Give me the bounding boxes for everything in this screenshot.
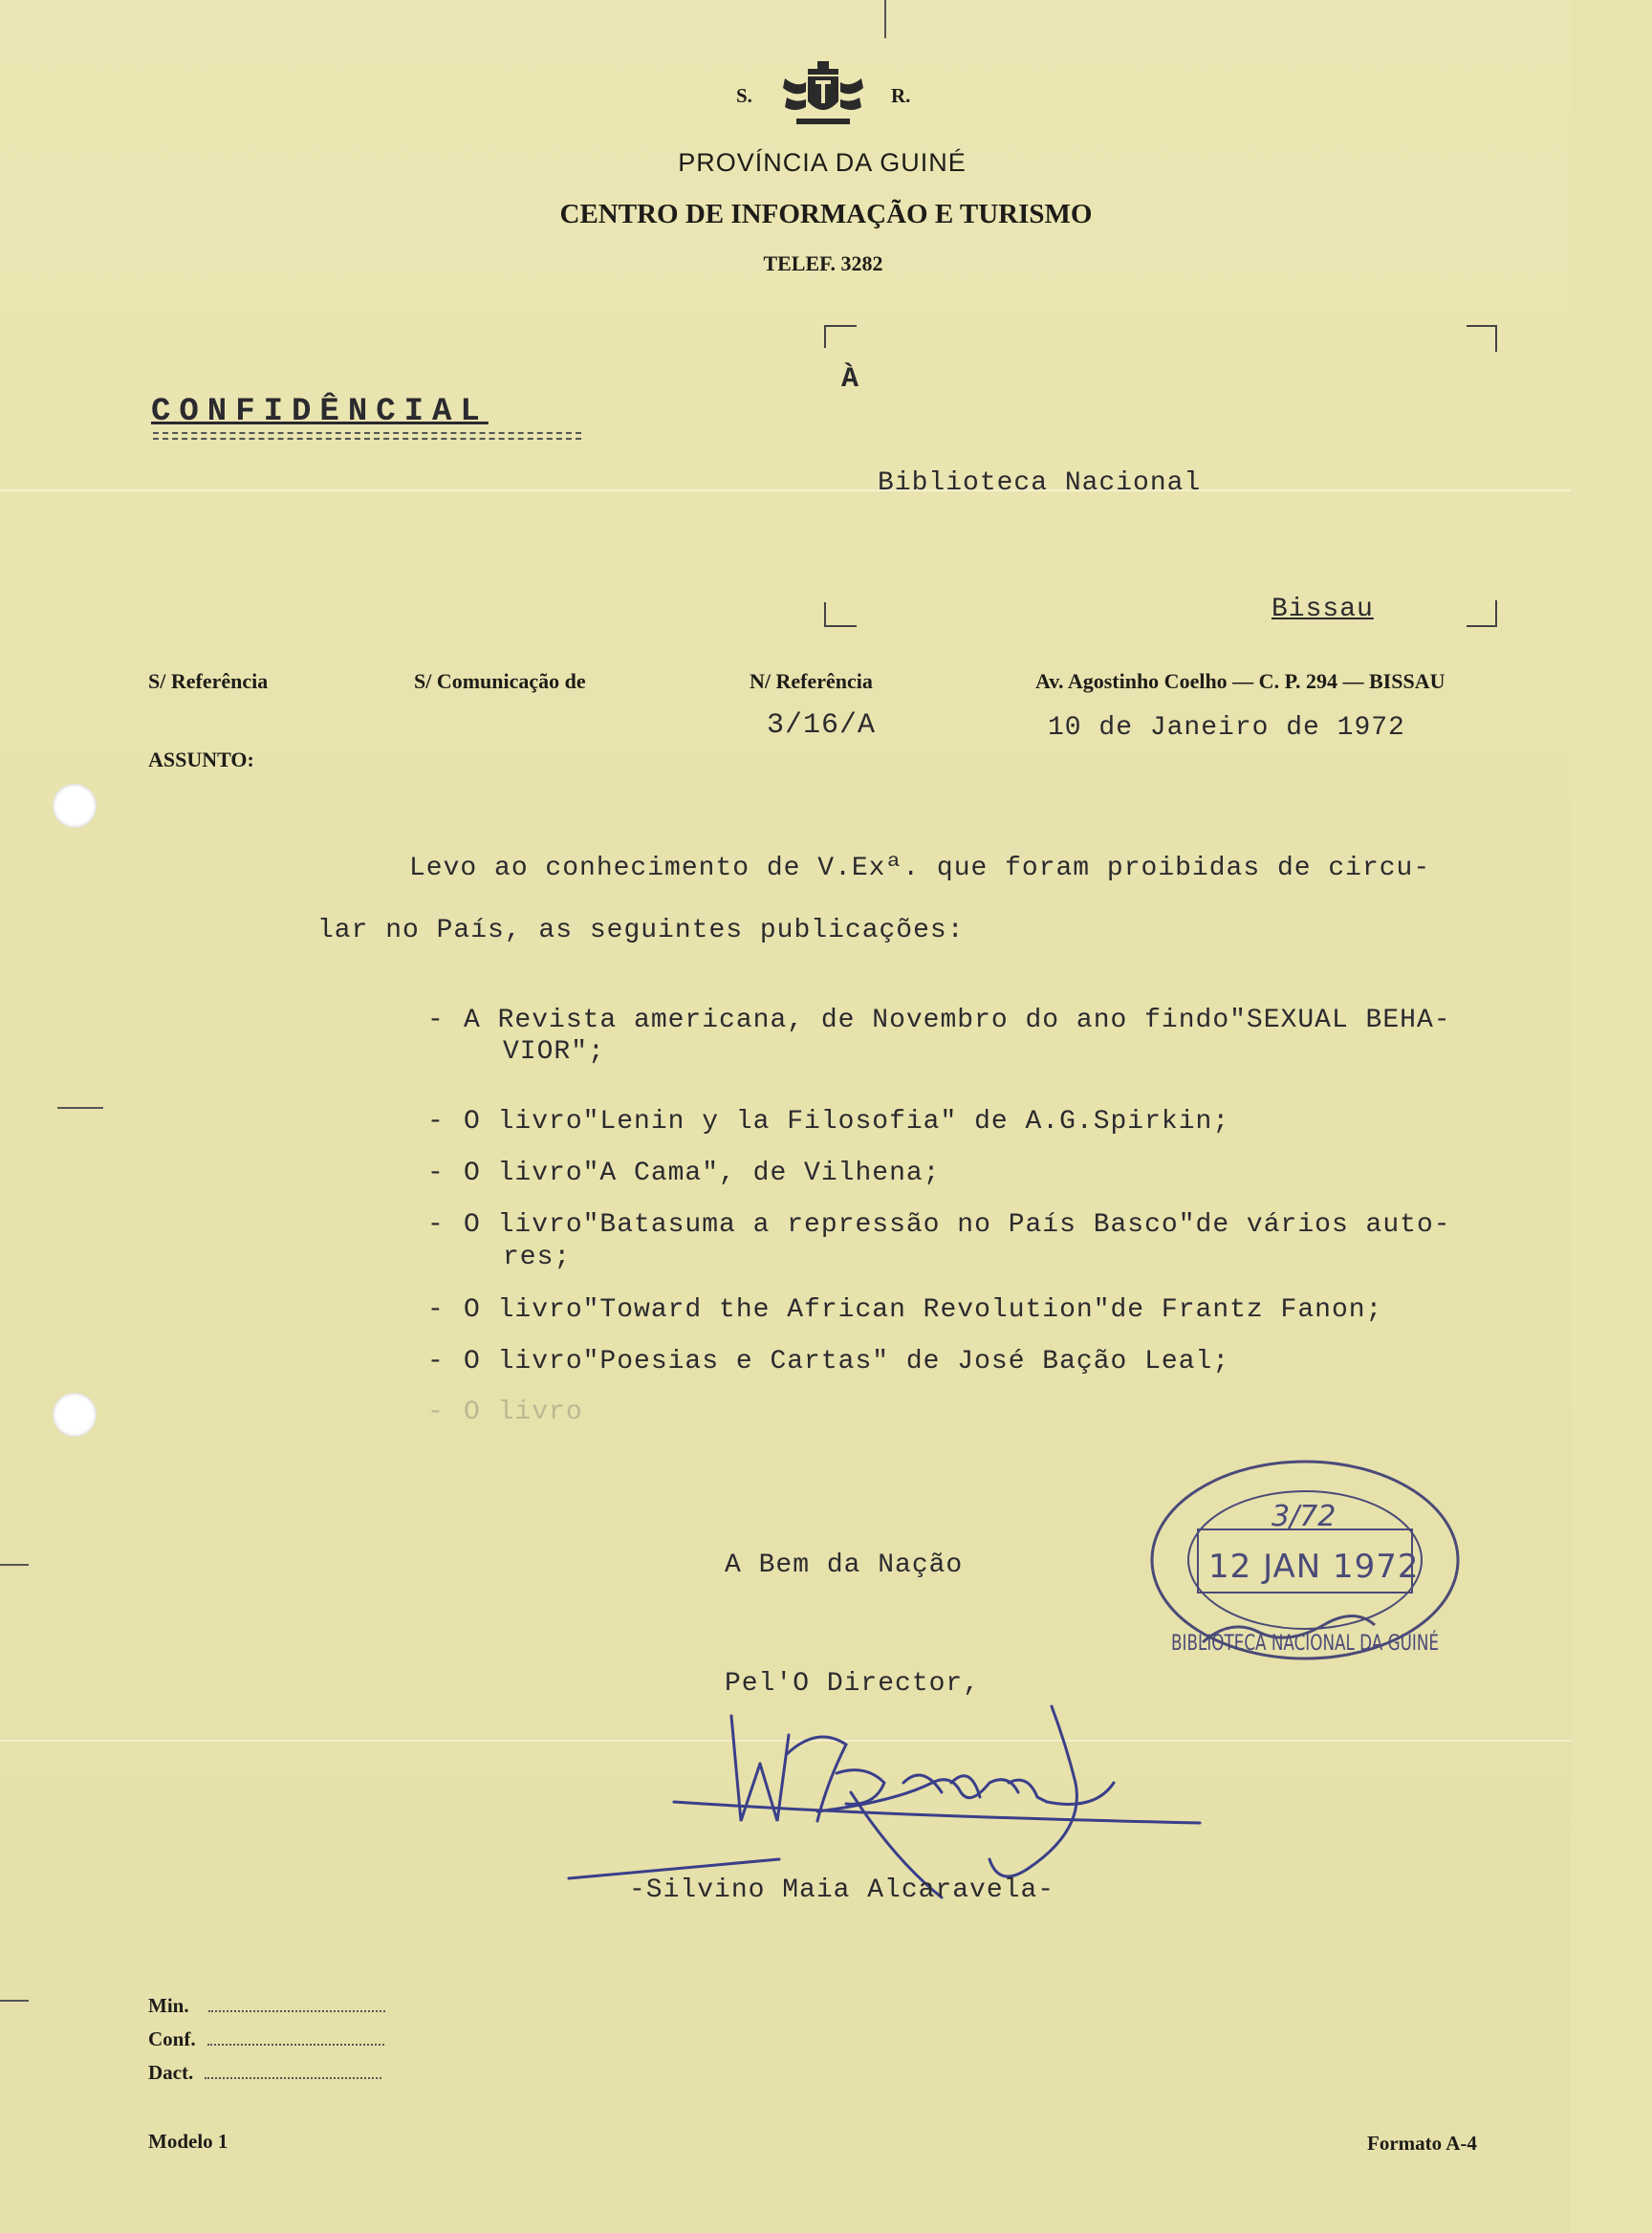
min-label: Min.	[148, 1993, 385, 2018]
closing-salutation: A Bem da Nação	[725, 1550, 964, 1580]
handwritten-signature	[531, 1639, 1219, 1912]
recipient-city: Bissau	[1272, 595, 1374, 624]
left-tick-mark	[57, 1107, 103, 1109]
letterhead-r: R.	[891, 84, 911, 107]
list-item: - A Revista americana, de Novembro do ano findo"SEXUAL BEHA-	[427, 1006, 1451, 1035]
intro-line-2: lar no País, as seguintes publicações:	[317, 916, 965, 945]
your-reference-label: S/ Referência	[148, 669, 269, 693]
address-corner-mark	[824, 325, 857, 348]
our-reference-value: 3/16/A	[767, 709, 877, 742]
stamp-date: 12 JAN 1972	[1208, 1548, 1420, 1586]
dact-label: Dact.	[148, 2060, 381, 2085]
list-item: - O livro"Poesias e Cartas" de José Bação Leal;	[427, 1347, 1230, 1377]
phone-number: TELEF. 3282	[763, 251, 883, 275]
your-communication-label: S/ Comunicação de	[414, 669, 586, 693]
letterhead-s: S.	[736, 84, 752, 107]
top-tick-mark	[884, 0, 886, 38]
list-item-continuation: res;	[503, 1243, 572, 1272]
left-tick-mark	[0, 1564, 29, 1566]
format-label: Formato A-4	[1367, 2132, 1477, 2155]
recipient-prefix: À	[841, 363, 859, 396]
signatory-name: -Silvino Maia Alcaravela-	[629, 1875, 1055, 1905]
address-corner-mark	[824, 602, 857, 627]
list-item: - O livro"Lenin y la Filosofia" de A.G.Spirkin;	[427, 1107, 1230, 1137]
organization-name: CENTRO DE INFORMAÇÃO E TURISMO	[559, 199, 1093, 229]
list-item-continuation: VIOR";	[503, 1037, 605, 1067]
confidential-double-underline	[153, 432, 581, 440]
list-item: - O livro"Toward the African Revolution"de Frantz Fanon;	[427, 1295, 1383, 1325]
stamp-ring-text: BIBLIOTECA NACIONAL DA GUINÉ	[1171, 1632, 1523, 1656]
province-name: PROVÍNCIA DA GUINÉ	[678, 148, 967, 177]
for-director-line: Pel'O Director,	[725, 1669, 981, 1699]
address-corner-mark	[1467, 325, 1497, 352]
list-item: - O livro"A Cama", de Vilhena;	[427, 1159, 941, 1188]
model-label: Modelo 1	[148, 2130, 228, 2153]
left-tick-mark	[0, 2000, 29, 2002]
our-reference-label: N/ Referência	[750, 669, 873, 693]
letter-date: 10 de Janeiro de 1972	[1048, 713, 1405, 743]
subject-label: ASSUNTO:	[148, 748, 254, 771]
confidential-mark: CONFIDÊNCIAL	[151, 394, 489, 430]
intro-line-1: Levo ao conhecimento de V.Exª. que foram proibidas de circu-	[409, 854, 1431, 883]
stamp-number: 3/72	[1272, 1500, 1337, 1533]
punch-hole	[53, 1393, 97, 1437]
fold-line	[0, 489, 1571, 491]
struck-list-item: - O livro	[427, 1398, 583, 1427]
coat-of-arms-emblem	[779, 59, 867, 137]
sender-address: Av. Agostinho Coelho — C. P. 294 — BISSAU	[1035, 669, 1446, 693]
list-item: - O livro"Batasuma a repressão no País Basco"de vários auto-	[427, 1210, 1451, 1240]
recipient-name: Biblioteca Nacional	[878, 468, 1202, 498]
punch-hole	[53, 784, 97, 828]
address-corner-mark	[1467, 600, 1497, 627]
conf-label: Conf.	[148, 2027, 384, 2051]
library-received-stamp	[1145, 1455, 1523, 1670]
